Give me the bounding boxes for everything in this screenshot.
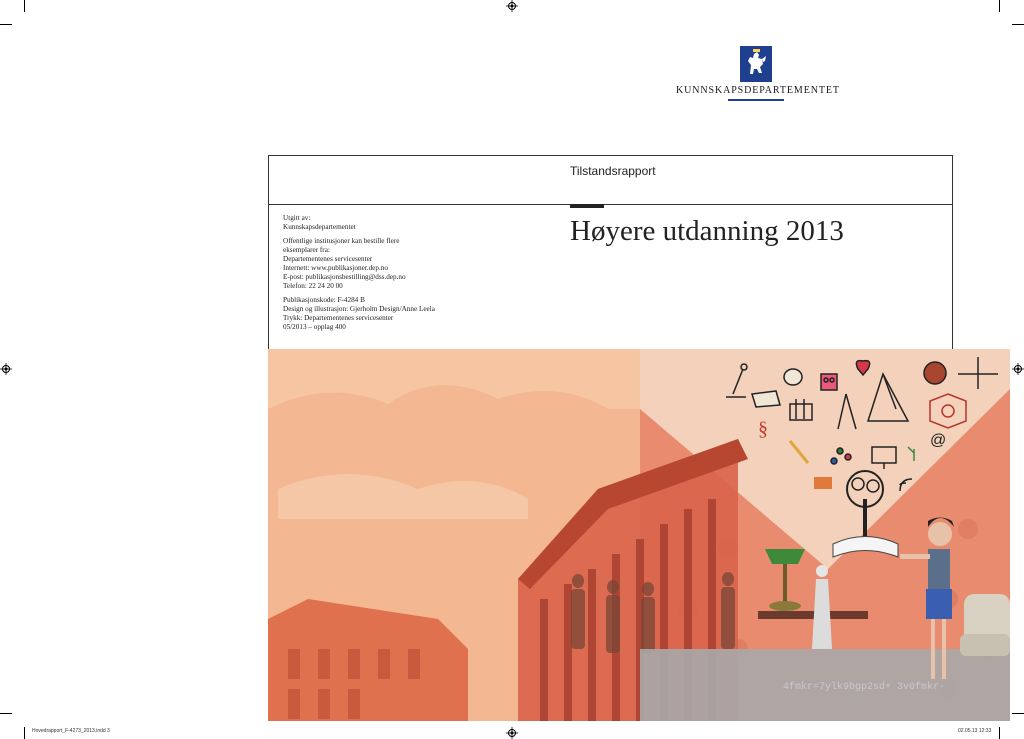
colophon-line: Publikasjonskode: F-4284 B: [283, 296, 365, 304]
crop-mark: [24, 727, 25, 739]
slug-timestamp: 02.05.13 12:33: [958, 728, 992, 734]
svg-text:§: §: [758, 418, 768, 440]
cover-artwork: [268, 349, 1010, 721]
colophon-line: Offentlige institusjoner kan bestille flere: [283, 237, 400, 245]
theatre-masks-icon: [784, 369, 802, 385]
colophon-publisher: [283, 214, 523, 232]
registration-mark-icon: [506, 0, 518, 12]
colophon-line: Departementenes servicesenter: [283, 255, 373, 263]
crop-mark: [0, 713, 12, 714]
registration-mark-icon: [0, 363, 12, 375]
slug-filename: Hovedrapport_F-4273_2013.indd 3: [32, 728, 110, 734]
title-frame: [268, 155, 953, 350]
crop-mark: [999, 0, 1000, 12]
colophon-line: E-post: publikasjonsbestilling@dss.dep.no: [283, 273, 406, 281]
colophon-line: eksemplarer fra:: [283, 246, 330, 254]
at-sign-icon: [930, 432, 946, 449]
colophon-line: Internett: www.publikasjoner.dep.no: [283, 264, 388, 272]
crop-mark: [0, 24, 12, 25]
coat-of-arms-shield: [740, 46, 772, 82]
colophon-line: Trykk: Departementenes servicesenter: [283, 314, 394, 322]
crop-mark: [1012, 713, 1024, 714]
registration-mark-icon: [1012, 363, 1024, 375]
crop-mark: [999, 727, 1000, 739]
robot-icon: [821, 374, 837, 390]
svg-text:@: @: [930, 432, 947, 449]
colophon-line: Kunnskapsdepartementet: [283, 223, 356, 231]
report-type: Tilstandsrapport: [570, 164, 656, 178]
colophon: [283, 214, 523, 337]
registration-mark-icon: [506, 727, 518, 739]
paragraph-icon: [758, 418, 768, 440]
colophon-line: Utgitt av:: [283, 214, 311, 222]
laptop-icon: [752, 391, 780, 407]
lion-emblem-icon: [740, 48, 772, 80]
cover-illustration: [268, 349, 1010, 721]
colophon-production: [283, 296, 523, 332]
armchair-icon: [960, 594, 1010, 656]
colophon-line: Telefon: 22 24 20 00: [283, 282, 343, 290]
desk: [758, 611, 868, 619]
ministry-name: KUNNSKAPSDEPARTEMENTET: [676, 85, 840, 96]
ministry-logo: [676, 46, 840, 104]
logo-underline: [728, 99, 784, 101]
colophon-ordering: [283, 237, 523, 291]
frame-divider: [269, 204, 952, 205]
colophon-line: Design og illustrasjon: Gjerholm Design/Anne Leela: [283, 305, 435, 313]
abc-blocks-icon: [814, 477, 832, 489]
colophon-line: 05/2013 – opplag 400: [283, 323, 346, 331]
cover-overlay-text: 4fmkr=7ylk9bgp2sd+ 3v0fmkr-: [783, 682, 946, 693]
page-title: Høyere utdanning 2013: [570, 215, 844, 247]
lamp-icon: [765, 549, 805, 564]
title-accent-bar: [570, 204, 604, 208]
crop-mark: [1012, 24, 1024, 25]
globe-icon: [924, 362, 946, 384]
crop-mark: [24, 0, 25, 12]
